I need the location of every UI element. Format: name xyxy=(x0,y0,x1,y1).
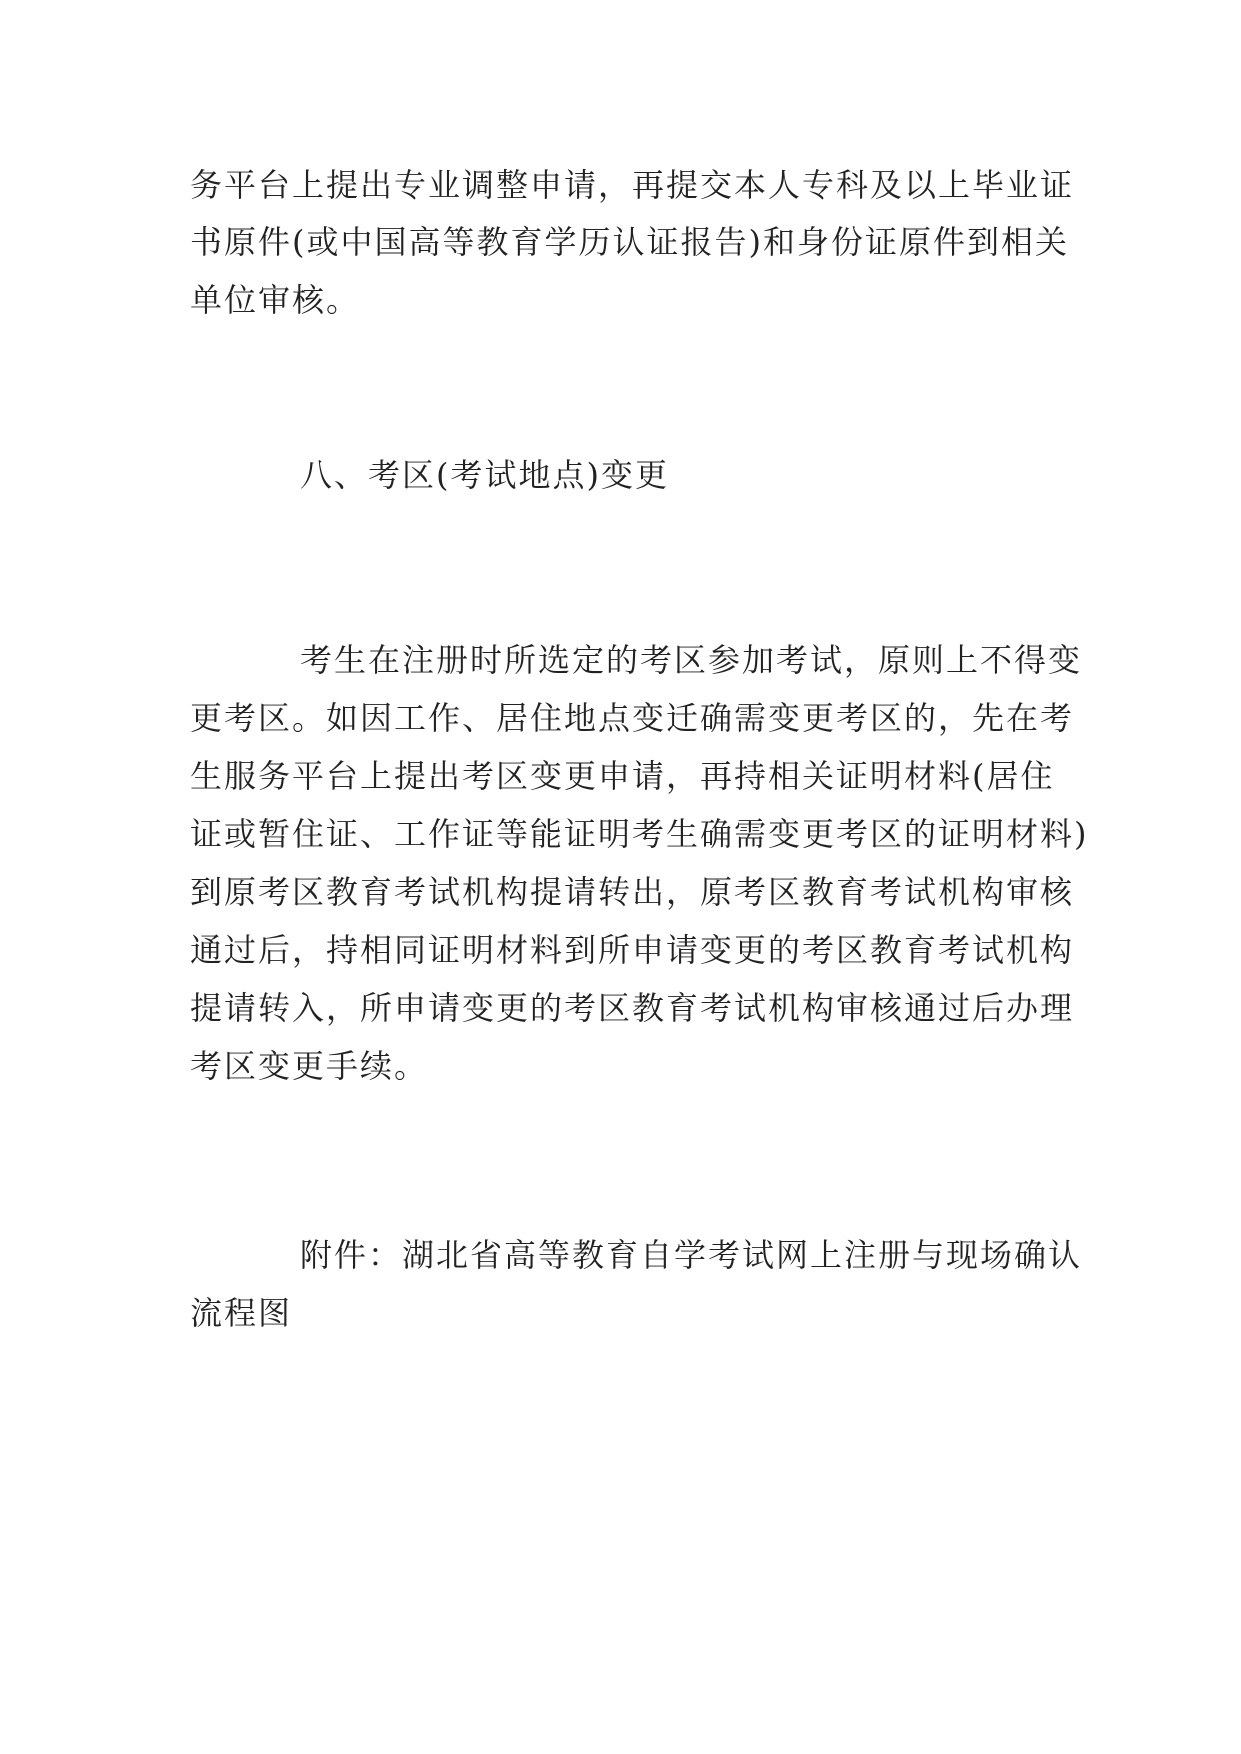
text-line: 通过后，持相同证明材料到所申请变更的考区教育考试机构 xyxy=(190,931,1075,969)
text-line: 单位审核。 xyxy=(190,281,361,319)
text-line: 生服务平台上提出考区变更申请，再持相关证明材料(居住 xyxy=(190,757,1055,795)
text-line: 附件：湖北省高等教育自学考试网上注册与现场确认 xyxy=(300,1236,1083,1274)
text-line: 考区变更手续。 xyxy=(190,1047,429,1085)
text-line: 更考区。如因工作、居住地点变迁确需变更考区的，先在考 xyxy=(190,699,1075,737)
section-heading: 八、考区(考试地点)变更 xyxy=(300,456,669,494)
text-line: 提请转入，所申请变更的考区教育考试机构审核通过后办理 xyxy=(190,989,1075,1027)
text-line: 证或暂住证、工作证等能证明考生确需变更考区的证明材料) xyxy=(190,815,1089,853)
text-line: 流程图 xyxy=(190,1294,293,1332)
text-line: 书原件(或中国高等教育学历认证报告)和身份证原件到相关 xyxy=(190,223,1069,261)
text-line: 考生在注册时所选定的考区参加考试，原则上不得变 xyxy=(300,641,1083,679)
text-line: 到原考区教育考试机构提请转出，原考区教育考试机构审核 xyxy=(190,873,1075,911)
text-line: 务平台上提出专业调整申请，再提交本人专科及以上毕业证 xyxy=(190,166,1075,204)
